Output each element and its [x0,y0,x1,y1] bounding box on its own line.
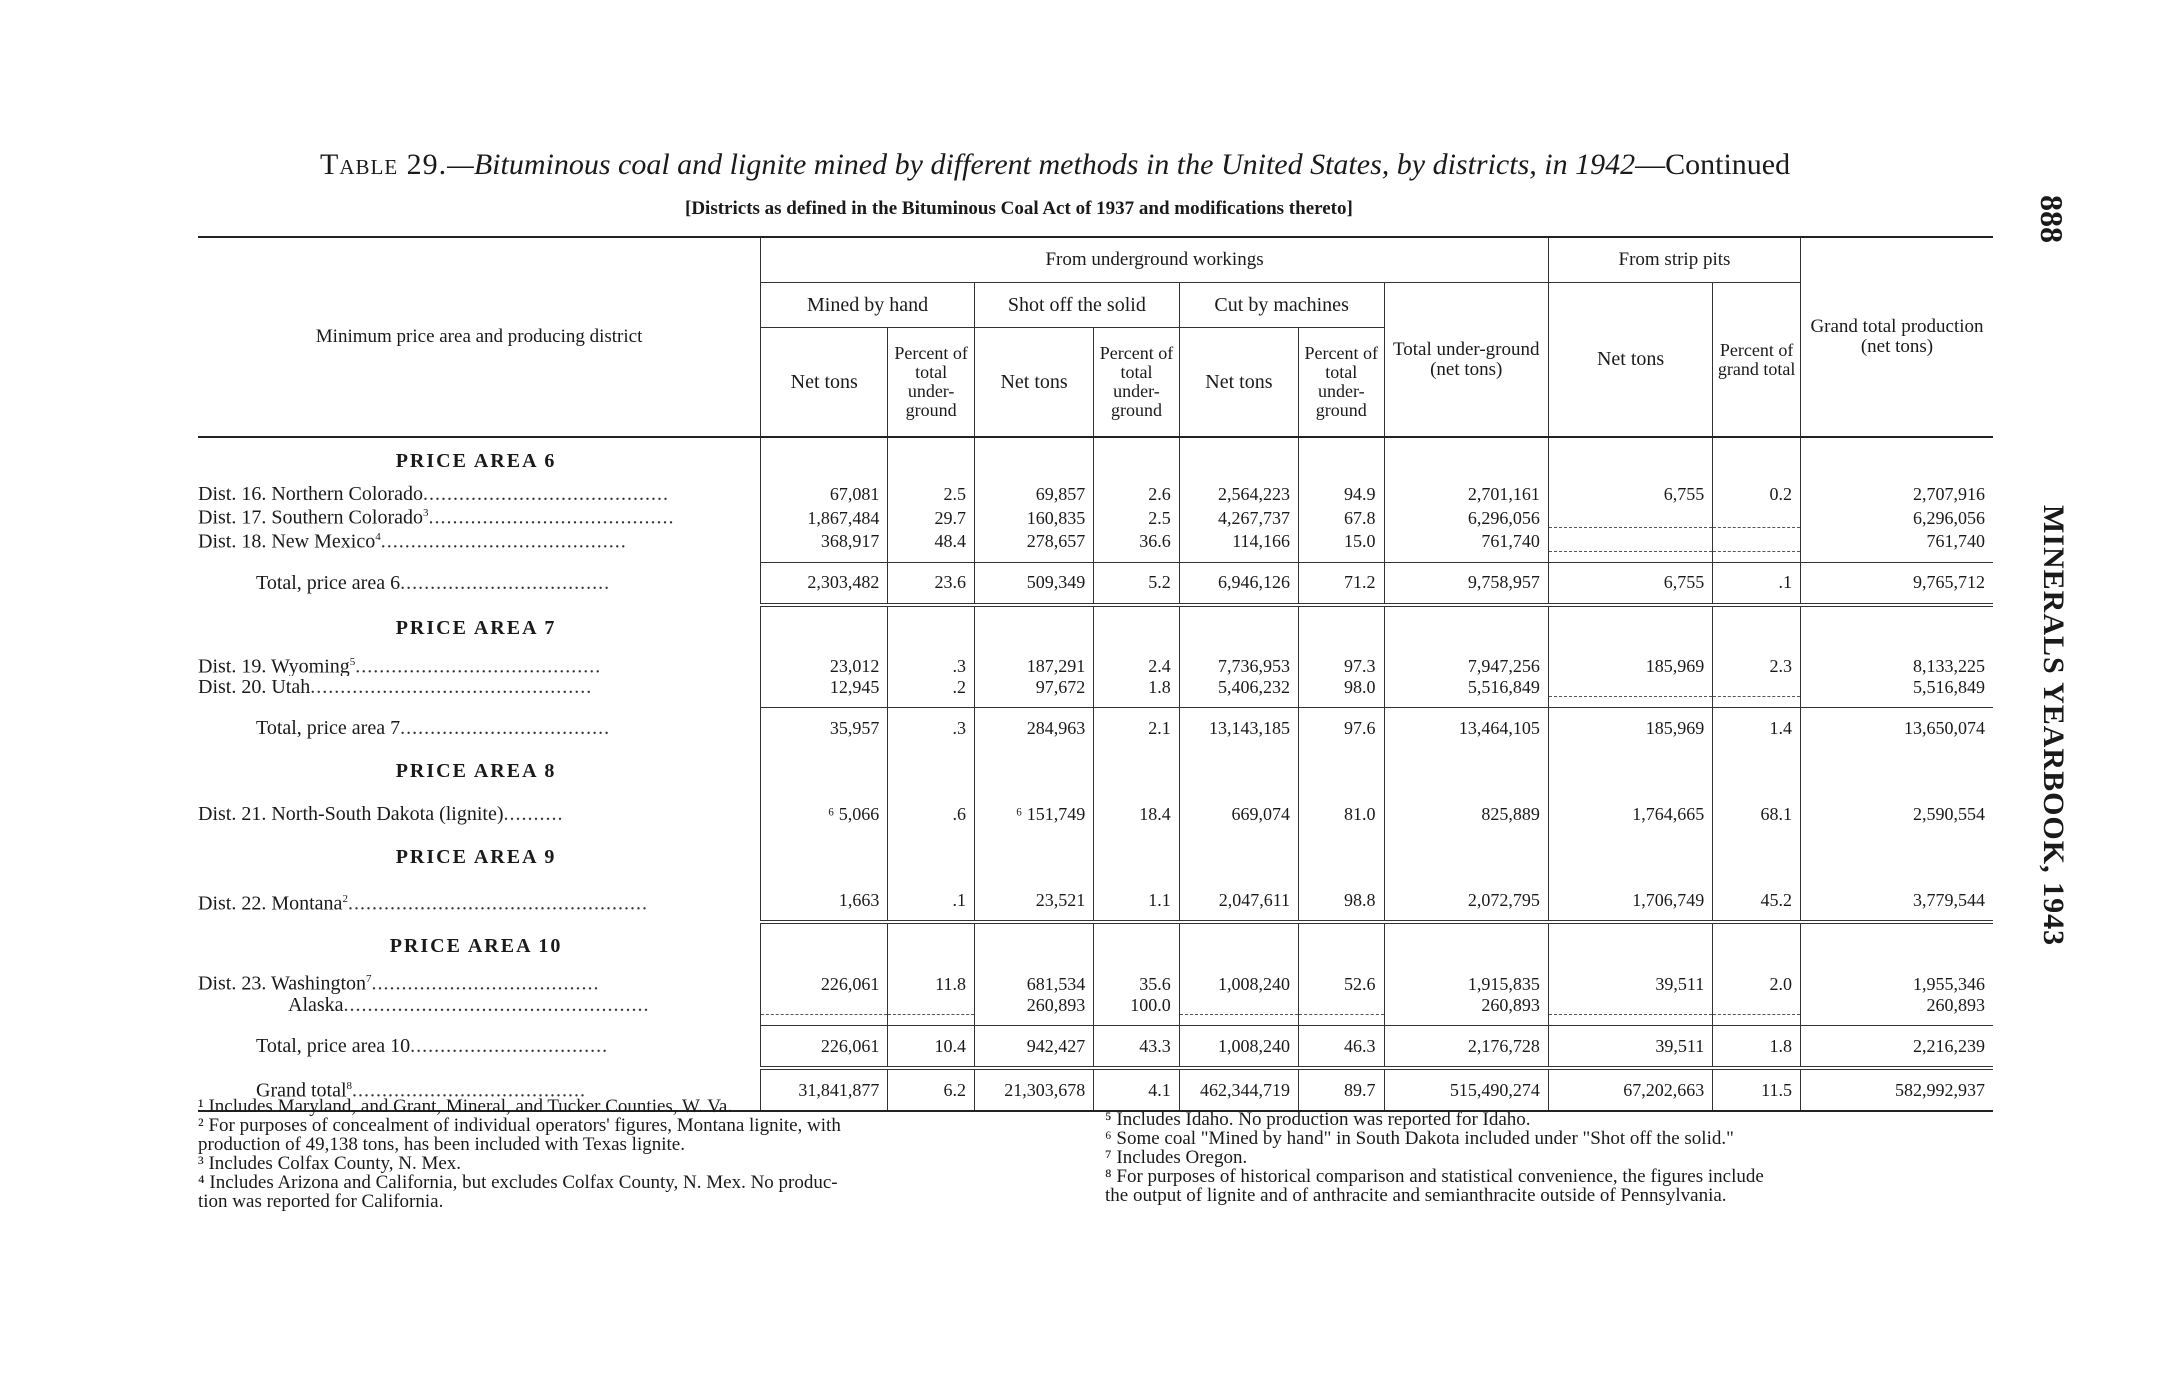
cell [1713,528,1801,552]
cell: 226,061 [761,1026,888,1069]
cell [1713,504,1801,528]
cell: .3 [888,653,975,677]
footnote-2-cont: production of 49,138 tons, has been included with Texas lignite. [198,1134,685,1155]
price-area-heading: PRICE AREA 9 [395,845,557,868]
shot-off-solid-header: Shot off the solid [974,283,1179,328]
cut-by-machines-header: Cut by machines [1179,283,1384,328]
cell: 260,893 [1800,994,1993,1015]
cell: 9,758,957 [1384,562,1548,605]
table-row-total: Total, price area 10................................. 226,061 10.4 942,427 43.3 1,008,240 46.3 2,176,728 39,511 1.8 2,216,239 [198,1026,1993,1069]
cell: 2,701,161 [1384,484,1548,504]
cell: 1.4 [1713,708,1801,749]
cell [1713,994,1801,1015]
cell: 284,963 [974,708,1093,749]
cell: 89.7 [1299,1068,1385,1111]
footnote-4-cont: tion was reported for California. [198,1191,444,1212]
footnote-ref: 7 [366,973,372,986]
cell: 5.2 [1094,562,1180,605]
cell: 368,917 [761,528,888,552]
running-head: MINERALS YEARBOOK, 1943 [2037,505,2070,947]
cell: .6 [888,794,975,834]
cell: 1,867,484 [761,504,888,528]
cell [761,994,888,1015]
row-label-header: Minimum price area and producing district [198,237,761,437]
cell: 187,291 [974,653,1093,677]
cell: 67.8 [1299,504,1385,528]
cell: 48.4 [888,528,975,552]
total-underground-header: Total under-ground (net tons) [1384,283,1548,438]
cell: 71.2 [1299,562,1385,605]
cell [1548,528,1712,552]
cell: 18.4 [1094,794,1180,834]
pct-grand-header: Percent of grand total [1713,283,1801,438]
table-number: Table 29. [320,148,448,181]
cell: 761,740 [1800,528,1993,552]
cell: 2,176,728 [1384,1026,1548,1069]
cell: 1,915,835 [1384,970,1548,994]
cell: 2,564,223 [1179,484,1298,504]
table-row: Dist. 18. New Mexico$^4$......................................... 368,917 48.4 278,657 36.6 114,166 15.0 761,740 761,740 [198,528,1993,552]
footnote-4: ⁴ Includes Arizona and California, but excludes Colfax County, N. Mex. No produc- [198,1172,838,1193]
cell: 6,755 [1548,562,1712,605]
table-title-text: —Bituminous coal and lignite mined by different methods in the United States, by districts, in 1942 [447,148,1636,181]
footnote-ref: 8 [346,1080,353,1093]
strip-net-tons-header: Net tons [1548,283,1712,438]
cell: 13,464,105 [1384,708,1548,749]
cell: 36.6 [1094,528,1180,552]
shot-net-tons-header: Net tons [974,328,1093,438]
cell: 23.6 [888,562,975,605]
cell: 9,765,712 [1800,562,1993,605]
cell [1548,994,1712,1015]
cell: 2.3 [1713,653,1801,677]
hand-net-tons-header: Net tons [761,328,888,438]
underground-header: From underground workings [761,237,1549,283]
cell: 6,946,126 [1179,562,1298,605]
footnote-5: ⁵ Includes Idaho. No production was reported for Idaho. [1105,1109,1531,1130]
cell: 2,590,554 [1800,794,1993,834]
footnote-ref: 5 [349,655,356,668]
cell: 43.3 [1094,1026,1180,1069]
cell: 10.4 [888,1026,975,1069]
cell: 160,835 [974,504,1093,528]
price-area-heading: PRICE AREA 7 [395,617,557,640]
price-area-heading: PRICE AREA 6 [395,449,557,472]
cell: 515,490,274 [1384,1068,1548,1111]
cell: 185,969 [1548,708,1712,749]
cell: 6,296,056 [1384,504,1548,528]
cell: 45.2 [1713,880,1801,922]
footnote-6: ⁶ Some coal "Mined by hand" in South Dakota included under "Shot off the solid." [1105,1128,1734,1149]
row-label: Dist. 22. Montana [198,892,343,915]
cell: 185,969 [1548,653,1712,677]
cell: 68.1 [1713,794,1801,834]
cell: 11.8 [888,970,975,994]
row-label: Total, price area 7 [256,716,401,739]
cell: 681,534 [974,970,1093,994]
footnote-ref: 2 [342,892,348,905]
cell: 1.8 [1094,676,1180,697]
row-label: Dist. 23. Washington [198,973,367,995]
table-title [320,148,1790,182]
cell: 2.5 [888,484,975,504]
row-label: Dist. 16. Northern Colorado [198,484,423,504]
cell: 13,650,074 [1800,708,1993,749]
table-row: Dist. 21. North-South Dakota (lignite).......... ⁶ 5,066 .6 ⁶ 151,749 18.4 669,074 81.0 825,889 1,764,665 68.1 2,590,554 [198,794,1993,834]
cell: 7,736,953 [1179,653,1298,677]
table-row-grand-total: Grand total$^8$....................................... 31,841,877 6.2 21,303,678 4.1 462,344,719 89.7 515,490,274 67,202,663 11.5 582,992,937 [198,1068,1993,1111]
cell: 1.1 [1094,880,1180,922]
table-subtitle: [Districts as defined in the Bituminous Coal Act of 1937 and modifications thereto] [685,198,1353,219]
cell [1299,994,1385,1015]
page-margin [2010,195,2070,955]
cell: 52.6 [1299,970,1385,994]
cell: 39,511 [1548,1026,1712,1069]
cell: 2.5 [1094,504,1180,528]
row-label: Dist. 17. Southern Colorado [198,506,423,528]
cell: 278,657 [974,528,1093,552]
table-row: Dist. 23. Washington$^7$...................................... 226,061 11.8 681,534 35.6 1,008,240 52.6 1,915,835 39,511 2.0 1,955,346 [198,970,1993,994]
cell: 13,143,185 [1179,708,1298,749]
table-row: Dist. 20. Utah............................................... 12,945 .2 97,672 1.8 5,406,232 98.0 5,516,849 5,516,849 [198,676,1993,697]
cell: 67,202,663 [1548,1068,1712,1111]
price-area-heading: PRICE AREA 10 [389,934,563,957]
cell: 509,349 [974,562,1093,605]
grand-total-header: Grand total production (net tons) [1800,237,1993,437]
cell: 67,081 [761,484,888,504]
cell: 3,779,544 [1800,880,1993,922]
table-row-total: Total, price area 6................................... 2,303,482 23.6 509,349 5.2 6,946,126 71.2 9,758,957 6,755 .1 9,765,712 [198,562,1993,605]
cell [1548,504,1712,528]
price-area-heading: PRICE AREA 8 [395,759,557,782]
coal-table [198,236,1993,1112]
cell: 2.4 [1094,653,1180,677]
cell: 462,344,719 [1179,1068,1298,1111]
cell: 1.8 [1713,1026,1801,1069]
cell: 2,303,482 [761,562,888,605]
row-label: Dist. 19. Wyoming [198,655,350,677]
footnotes-right [1105,1110,2000,1205]
machine-net-tons-header: Net tons [1179,328,1298,438]
footnote-8: ⁸ For purposes of historical comparison and statistical convenience, the figures include [1105,1166,1764,1187]
cell: 2.6 [1094,484,1180,504]
cell: 11.5 [1713,1068,1801,1111]
row-label: Grand total [256,1079,347,1102]
footnote-3: ³ Includes Colfax County, N. Mex. [198,1153,462,1174]
row-label: Dist. 20. Utah [198,676,311,697]
cell: 582,992,937 [1800,1068,1993,1111]
cell: 2,072,795 [1384,880,1548,922]
cell: 2.0 [1713,970,1801,994]
footnotes-left [198,1097,1078,1211]
mined-by-hand-header: Mined by hand [761,283,975,328]
cell: 98.8 [1299,880,1385,922]
cell: 5,516,849 [1384,676,1548,697]
cell: 35,957 [761,708,888,749]
cell: 5,516,849 [1800,676,1993,697]
row-label: Dist. 21. North-South Dakota (lignite) [198,802,504,825]
cell: 669,074 [1179,794,1298,834]
cell: 35.6 [1094,970,1180,994]
cell: 46.3 [1299,1026,1385,1069]
shot-pct-header: Percent of total under-ground [1094,328,1180,438]
table-row: Dist. 16. Northern Colorado......................................... 67,081 2.5 69,857 2.6 2,564,223 94.9 2,701,161 6,755 0.2 2,707,916 [198,484,1993,504]
cell: 94.9 [1299,484,1385,504]
footnote-1: ¹ Includes Maryland, and Grant, Mineral, and Tucker Counties, W. Va. [198,1096,733,1117]
table-title-continued: —Continued [1635,148,1791,181]
cell [1548,676,1712,697]
cell: 2,707,916 [1800,484,1993,504]
table-row: Dist. 19. Wyoming$^5$......................................... 23,012 .3 187,291 2.4 7,736,953 97.3 7,947,256 185,969 2.3 8,133,225 [198,653,1993,677]
cell: .2 [888,676,975,697]
cell: 4.1 [1094,1068,1180,1111]
cell: 1,663 [761,880,888,922]
cell: 12,945 [761,676,888,697]
cell: ⁶ 5,066 [761,794,888,834]
cell: 100.0 [1094,994,1180,1015]
cell: 2,216,239 [1800,1026,1993,1069]
row-label: Dist. 18. New Mexico [198,530,376,552]
cell: 1,706,749 [1548,880,1712,922]
cell: 23,012 [761,653,888,677]
cell: 8,133,225 [1800,653,1993,677]
cell [888,994,975,1015]
cell: 97,672 [974,676,1093,697]
cell: 5,406,232 [1179,676,1298,697]
cell: 1,764,665 [1548,794,1712,834]
page-number: 888 [2034,195,2070,243]
footnote-2: ² For purposes of concealment of individual operators' figures, Montana lignite, with [198,1115,841,1136]
cell: 29.7 [888,504,975,528]
cell: 39,511 [1548,970,1712,994]
footnote-8-cont: the output of lignite and of anthracite and semianthracite outside of Pennsylvania. [1105,1185,1727,1206]
cell: 31,841,877 [761,1068,888,1111]
cell: 6,755 [1548,484,1712,504]
cell: 6.2 [888,1068,975,1111]
cell: 15.0 [1299,528,1385,552]
cell: 97.6 [1299,708,1385,749]
cell: 69,857 [974,484,1093,504]
cell: 7,947,256 [1384,653,1548,677]
cell: 942,427 [974,1026,1093,1069]
table-row: Dist. 22. Montana$^2$.................................................. 1,663 .1 23,521 1.1 2,047,611 98.8 2,072,795 1,706,749 45.2 3,779,544 [198,880,1993,922]
cell [1713,676,1801,697]
hand-pct-header: Percent of total under-ground [888,328,975,438]
cell: 114,166 [1179,528,1298,552]
cell: ⁶ 151,749 [974,794,1093,834]
cell: 2,047,611 [1179,880,1298,922]
footnote-7: ⁷ Includes Oregon. [1105,1147,1248,1168]
row-label: Total, price area 10 [256,1035,411,1058]
cell: 81.0 [1299,794,1385,834]
cell: 97.3 [1299,653,1385,677]
cell: 825,889 [1384,794,1548,834]
cell: 226,061 [761,970,888,994]
cell: 21,303,678 [974,1068,1093,1111]
table-row-total: Total, price area 7................................... 35,957 .3 284,963 2.1 13,143,185 97.6 13,464,105 185,969 1.4 13,650,074 [198,708,1993,749]
cell: .3 [888,708,975,749]
table-row: Dist. 17. Southern Colorado$^3$......................................... 1,867,484 29.7 160,835 2.5 4,267,737 67.8 6,296,056 6,296,056 [198,504,1993,528]
cell: 260,893 [1384,994,1548,1015]
cell: 1,008,240 [1179,970,1298,994]
cell: 1,008,240 [1179,1026,1298,1069]
cell: 761,740 [1384,528,1548,552]
row-label: Total, price area 6 [256,572,401,595]
cell: 23,521 [974,880,1093,922]
strip-header: From strip pits [1548,237,1800,283]
machine-pct-header: Percent of total under-ground [1299,328,1385,438]
cell: 1,955,346 [1800,970,1993,994]
cell: 2.1 [1094,708,1180,749]
cell: 260,893 [974,994,1093,1015]
cell: .1 [888,880,975,922]
cell [1179,994,1298,1015]
footnote-ref: 4 [375,530,381,543]
table-row: Alaska................................................... 260,893 100.0 260,893 260,893 [198,994,1993,1015]
row-label: Alaska [288,994,344,1015]
cell: .1 [1713,562,1801,605]
cell: 98.0 [1299,676,1385,697]
cell: 0.2 [1713,484,1801,504]
cell: 4,267,737 [1179,504,1298,528]
footnote-ref: 3 [423,507,429,519]
cell: 6,296,056 [1800,504,1993,528]
